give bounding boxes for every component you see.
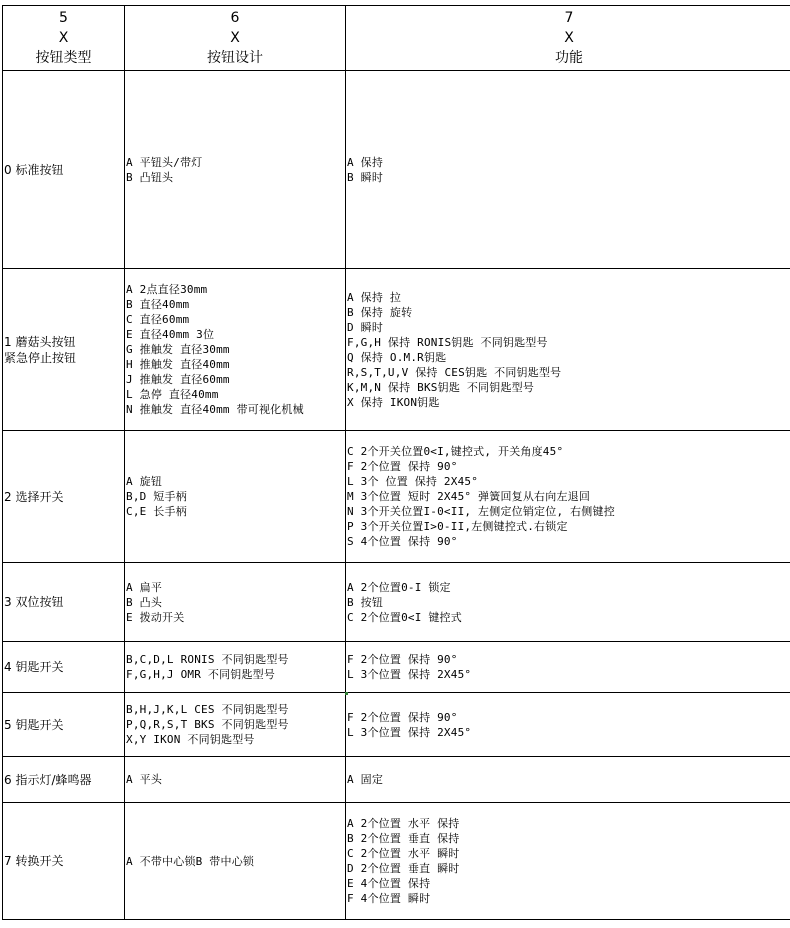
header-col3-x: X (564, 30, 574, 46)
design-item: A 平头 (126, 773, 163, 786)
function-cell (345, 431, 790, 562)
table-row (2, 563, 790, 642)
button-type-cell (2, 642, 124, 692)
header-col1-number: 5 (59, 10, 68, 26)
button-type-cell (2, 71, 124, 268)
header-col2-number: 6 (230, 10, 240, 26)
design-item: L 急停 直径40mm (126, 388, 219, 401)
function-item: M 3个位置 短时 2X45° 弹簧回复从右向左退回 (347, 490, 591, 503)
button-design-cell (124, 757, 345, 802)
function-cell (345, 757, 790, 802)
design-item: A 不带中心锁B 带中心锁 (126, 854, 255, 868)
function-item: A 保持 拉 (347, 290, 402, 304)
function-item: A 保持 (347, 155, 384, 169)
button-design-cell (124, 71, 345, 268)
function-item: X 保持 IKON钥匙 (347, 395, 440, 409)
function-item: S 4个位置 保持 90° (347, 535, 458, 548)
design-item: B,C,D,L RONIS 不同钥匙型号 (126, 653, 289, 666)
design-item: B 凸钮头 (126, 170, 174, 184)
design-item: H 推触发 直径40mm (126, 358, 230, 371)
design-item: B,H,J,K,L CES 不同钥匙型号 (126, 703, 289, 716)
table-row (2, 431, 790, 563)
button-design-cell (124, 269, 345, 430)
button-design-cell (124, 803, 345, 919)
design-item: F,G,H,J OMR 不同钥匙型号 (126, 668, 276, 681)
function-item: F 2个位置 保持 90° (347, 653, 458, 666)
function-item: F 2个位置 保持 90° (347, 710, 458, 724)
function-cell (345, 563, 790, 641)
header-col3-label: 功能 (555, 50, 583, 66)
button-type-cell (2, 431, 124, 562)
function-item: A 2个位置 水平 保持 (347, 817, 460, 830)
design-item: A 旋钮 (126, 475, 163, 488)
button-type-cell (2, 757, 124, 802)
header-col1-x: X (58, 30, 69, 46)
button-type-text: 3 双位按钮 (4, 595, 64, 609)
function-item: B 按钮 (347, 595, 384, 609)
function-item: N 3个开关位置I-0<II, 左侧定位销定位, 右侧键控 (347, 505, 615, 518)
button-type-text: 0 标准按钮 (4, 162, 64, 177)
function-item: C 2个位置0<I 键控式 (347, 610, 462, 624)
design-item: B,D 短手柄 (126, 490, 187, 503)
button-type-text: 6 指示灯/蜂鸣器 (4, 772, 92, 787)
design-item: C 直径60mm (126, 313, 190, 326)
function-item: A 2个位置0-I 锁定 (347, 580, 451, 594)
function-cell (345, 803, 790, 919)
header-col-button-design (124, 6, 345, 70)
function-item: Q 保持 O.M.R钥匙 (347, 350, 447, 364)
table-row (2, 71, 790, 269)
button-code-table (2, 5, 790, 920)
button-design-cell (124, 693, 345, 756)
button-type-text: 5 钥匙开关 (4, 717, 64, 732)
function-item: K,M,N 保持 BKS钥匙 不同钥匙型号 (347, 380, 535, 394)
button-design-cell (124, 642, 345, 692)
function-cell (345, 642, 790, 692)
function-item: L 3个 位置 保持 2X45° (347, 475, 479, 488)
table-header-row (2, 6, 790, 71)
header-col-button-type (2, 6, 124, 70)
function-item: B 保持 旋转 (347, 305, 413, 319)
button-type-text: 2 选择开关 (4, 489, 64, 504)
header-col1-label: 按钮类型 (35, 50, 92, 66)
button-type-cell (2, 693, 124, 756)
design-item: A 扁平 (126, 580, 163, 594)
design-item: B 凸头 (126, 595, 163, 609)
design-item: N 推触发 直径40mm 带可视化机械 (126, 403, 304, 416)
function-cell (345, 71, 790, 268)
button-type-cell (2, 803, 124, 919)
design-item: G 推触发 直径30mm (126, 343, 230, 356)
table-row (2, 803, 790, 920)
design-item: J 推触发 直径60mm (126, 373, 230, 386)
function-item: E 4个位置 保持 (347, 877, 431, 890)
button-type-text: 7 转换开关 (4, 854, 64, 868)
design-item: C,E 长手柄 (126, 505, 187, 518)
header-col2-label: 按钮设计 (207, 50, 263, 66)
table-row (2, 269, 790, 431)
header-col2-x: X (230, 30, 240, 46)
function-item: A 固定 (347, 773, 384, 786)
cell-corner-marker (345, 692, 348, 695)
button-type-cell (2, 269, 124, 430)
design-item: E 拨动开关 (126, 610, 185, 624)
function-item: B 2个位置 垂直 保持 (347, 832, 460, 845)
function-item: R,S,T,U,V 保持 CES钥匙 不同钥匙型号 (347, 365, 562, 379)
function-item: P 3个开关位置I>0-II,左侧键控式.右锁定 (347, 520, 568, 533)
button-type-cell (2, 563, 124, 641)
function-item: B 瞬时 (347, 170, 384, 184)
function-item: L 3个位置 保持 2X45° (347, 668, 472, 681)
table-row (2, 642, 790, 693)
header-col3-number: 7 (564, 10, 574, 26)
design-item: A 2点直径30mm (126, 283, 208, 296)
function-item: D 瞬时 (347, 320, 384, 334)
function-item: D 2个位置 垂直 瞬时 (347, 862, 460, 875)
function-cell (345, 693, 790, 756)
design-item: A 平钮头/带灯 (126, 155, 203, 169)
function-item: C 2个位置 水平 瞬时 (347, 847, 460, 860)
function-item: F 2个位置 保持 90° (347, 460, 458, 473)
button-type-text: 4 钥匙开关 (4, 660, 64, 674)
design-item: B 直径40mm (126, 298, 190, 311)
function-item: L 3个位置 保持 2X45° (347, 725, 472, 739)
function-item: F,G,H 保持 RONIS钥匙 不同钥匙型号 (347, 335, 548, 349)
table-row (2, 757, 790, 803)
design-item: P,Q,R,S,T BKS 不同钥匙型号 (126, 718, 289, 731)
button-design-cell (124, 563, 345, 641)
design-item: X,Y IKON 不同钥匙型号 (126, 733, 255, 746)
table-row (2, 693, 790, 757)
function-item: F 4个位置 瞬时 (347, 892, 431, 905)
header-col-function (345, 6, 790, 70)
function-item: C 2个开关位置0<I,键控式, 开关角度45° (347, 445, 564, 458)
button-type-text: 1 蘑菇头按钮 (4, 334, 76, 349)
button-design-cell (124, 431, 345, 562)
design-item: E 直径40mm 3位 (126, 328, 215, 341)
function-cell (345, 269, 790, 430)
button-type-text: 紧急停止按钮 (4, 350, 77, 365)
